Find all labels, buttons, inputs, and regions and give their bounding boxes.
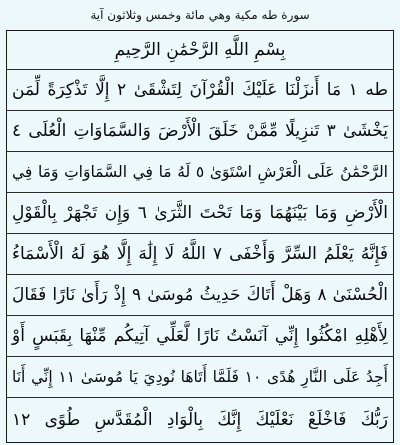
bismillah-text: بِسْمِ اللَّهِ الرَّحْمَٰنِ الرَّحِيمِ: [114, 40, 286, 60]
text-line-6: [6, 274, 394, 315]
line-text: أَجِدُ عَلَى النَّارِ هُدًى ١٠ فَلَمَّا أَتَاهَا نُودِيَ يَا مُوسَىٰ ١١ إِنِّي أَنَا: [12, 368, 388, 386]
text-line-5: [6, 233, 394, 274]
line-text: رَبُّكَ فَاخْلَعْ نَعْلَيْكَ إِنَّكَ بِالْوَادِ الْمُقَدَّسِ طُوًى ١٢: [12, 410, 388, 430]
line-text: الْأَرْضِ وَمَا بَيْنَهُمَا وَمَا تَحْتَ الثَّرَىٰ ٦ وَإِن تَجْهَرْ بِالْقَوْلِ: [12, 203, 388, 223]
text-line-2: [6, 110, 394, 151]
line-text: يَخْشَىٰ ٣ تَنزِيلًا مِّمَّنْ خَلَقَ الْأَرْضَ وَالسَّمَاوَاتِ الْعُلَى ٤: [12, 121, 389, 141]
line-text: الرَّحْمَٰنُ عَلَى الْعَرْشِ اسْتَوَىٰ ٥ لَهُ مَا فِي السَّمَاوَاتِ وَمَا فِي: [12, 163, 388, 181]
text-line-1: [6, 69, 394, 110]
line-text: لِأَهْلِهِ امْكُثُوا إِنِّي آنَسْتُ نَارًا لَّعَلِّي آتِيكُم مِّنْهَا بِقَبَسٍ أَوْ: [12, 326, 388, 346]
surah-header: [0, 0, 400, 30]
text-line-3: [6, 151, 394, 192]
line-text: فَإِنَّهُ يَعْلَمُ السِّرَّ وَأَخْفَى ٧ اللَّهُ لَا إِلَٰهَ إِلَّا هُوَ لَهُ الْأَسْمَاءُ: [12, 244, 388, 264]
text-line-9: [6, 397, 394, 442]
text-line-7: [6, 315, 394, 356]
line-text: طه ١ مَا أَنزَلْنَا عَلَيْكَ الْقُرْآنَ لِتَشْقَىٰ ٢ إِلَّا تَذْكِرَةً لِّمَن: [12, 80, 388, 100]
text-line-8: [6, 356, 394, 397]
surah-header-text: سورة طه مكية وهي مائة وخمس وثلاثون آية: [90, 8, 310, 22]
bismillah-line: [6, 31, 394, 69]
text-line-4: [6, 192, 394, 233]
line-text: الْحُسْنَىٰ ٨ وَهَلْ أَتَاكَ حَدِيثُ مُوسَىٰ ٩ إِذْ رَأَىٰ نَارًا فَقَالَ: [12, 285, 389, 305]
